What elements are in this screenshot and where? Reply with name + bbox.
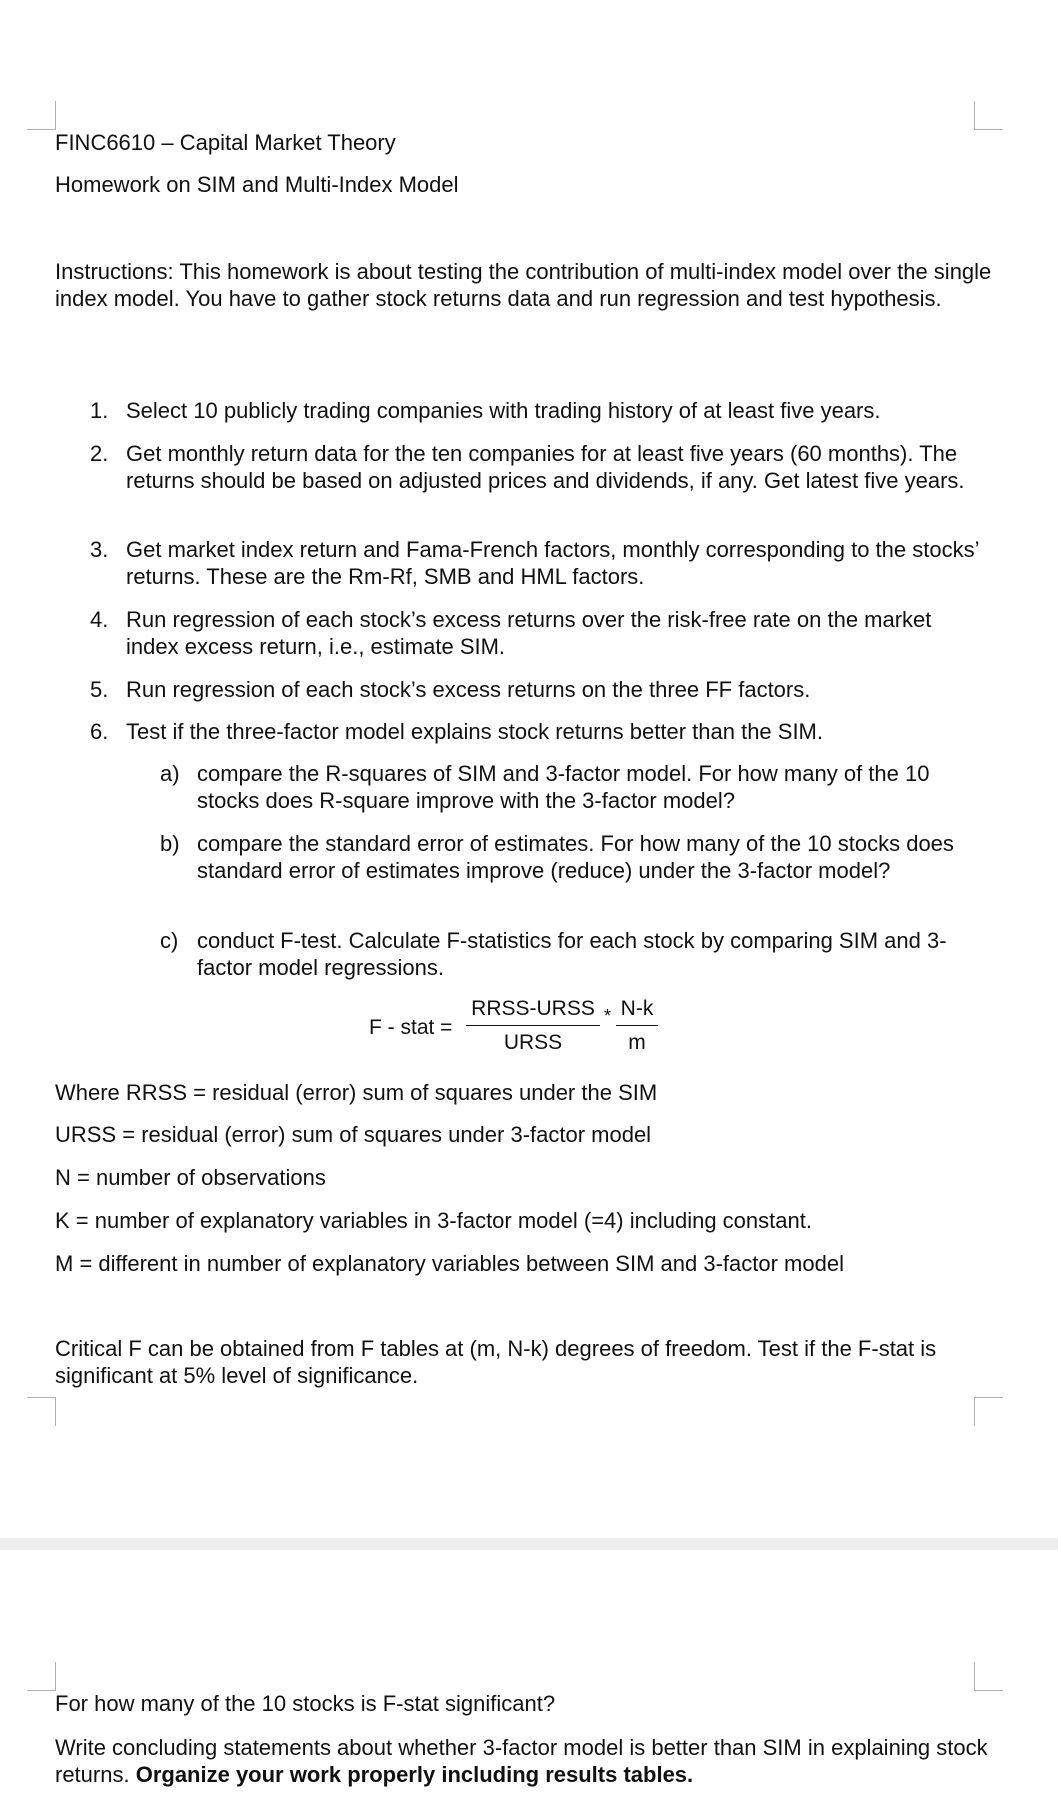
f-stat-formula xyxy=(360,996,680,1064)
crop-mark xyxy=(27,1662,56,1691)
fraction-bar xyxy=(466,1025,600,1026)
list-number: 2. xyxy=(90,441,109,466)
fraction-denominator: m xyxy=(628,1031,646,1054)
homework-title: Homework on SIM and Multi-Index Model xyxy=(55,172,459,197)
page-separator xyxy=(0,1538,1058,1550)
fraction-bar xyxy=(616,1025,658,1026)
crop-mark xyxy=(974,1397,1003,1426)
list-number: 3. xyxy=(90,537,109,562)
conclusion-paragraph xyxy=(55,1734,1005,1788)
crop-mark xyxy=(27,1397,56,1426)
definition-rrss: Where RRSS = residual (error) sum of squares under the SIM xyxy=(55,1080,658,1105)
sub-list-text: compare the R-squares of SIM and 3-factor model. For how many of the 10 stocks does R-square improve with the 3-factor model? xyxy=(197,761,930,813)
list-number: 1. xyxy=(90,398,109,423)
crop-mark xyxy=(974,101,1003,130)
list-number: 5. xyxy=(90,677,109,702)
sub-list-label: c) xyxy=(160,928,179,953)
fraction-rss xyxy=(466,996,600,1056)
critical-f-paragraph: Critical F can be obtained from F tables at (m, N-k) degrees of freedom. Test if the F-stat is significant at 5% level of significance. xyxy=(55,1336,937,1388)
list-text: Run regression of each stock’s excess returns on the three FF factors. xyxy=(126,677,811,702)
instructions-paragraph: Instructions: This homework is about testing the contribution of multi-index model over the single index model. You have to gather stock returns data and run regression and test hypothesis. xyxy=(55,259,992,311)
definition-urss: URSS = residual (error) sum of squares under 3-factor model xyxy=(55,1122,652,1147)
definition-n: N = number of observations xyxy=(55,1165,326,1190)
list-text: Test if the three-factor model explains stock returns better than the SIM. xyxy=(126,719,823,744)
fraction-numerator: RRSS-URSS xyxy=(471,997,595,1020)
definition-k: K = number of explanatory variables in 3-factor model (=4) including constant. xyxy=(55,1208,812,1233)
sub-list-label: a) xyxy=(160,761,180,786)
list-text: Get monthly return data for the ten companies for at least five years (60 months). The returns should be based on adjusted prices and dividends, if any. Get latest five years. xyxy=(126,441,965,493)
conclusion-text: Write concluding statements about whether 3-factor model is better than SIM in explaining stock returns. xyxy=(55,1735,988,1787)
list-text: Run regression of each stock’s excess returns over the risk-free rate on the market index excess return, i.e., estimate SIM. xyxy=(126,607,932,659)
fraction-denominator: URSS xyxy=(503,1031,563,1054)
list-number: 6. xyxy=(90,719,109,744)
definition-m: M = different in number of explanatory variables between SIM and 3-factor model xyxy=(55,1251,844,1276)
fraction-df xyxy=(616,996,658,1056)
crop-mark xyxy=(974,1662,1003,1691)
fraction-numerator: N-k xyxy=(620,997,654,1020)
f-stat-question: For how many of the 10 stocks is F-stat significant? xyxy=(55,1691,556,1716)
formula-lhs: F - stat = xyxy=(369,1016,453,1039)
course-title: FINC6610 – Capital Market Theory xyxy=(55,130,396,155)
list-text: Get market index return and Fama-French factors, monthly corresponding to the stocks’ returns. These are the Rm-Rf, SMB and HML factors. xyxy=(126,537,979,589)
sub-list-text: conduct F-test. Calculate F-statistics for each stock by comparing SIM and 3-factor model regressions. xyxy=(197,928,947,980)
sub-list-label: b) xyxy=(160,831,180,856)
sub-list-text: compare the standard error of estimates. For how many of the 10 stocks does standard error of estimates improve (reduce) under the 3-factor model? xyxy=(197,831,954,883)
crop-mark xyxy=(27,101,56,130)
list-number: 4. xyxy=(90,607,109,632)
multiply-sign: * xyxy=(604,1006,612,1026)
conclusion-emphasis: Organize your work properly including results tables. xyxy=(135,1762,694,1787)
list-text: Select 10 publicly trading companies with trading history of at least five years. xyxy=(126,398,881,423)
